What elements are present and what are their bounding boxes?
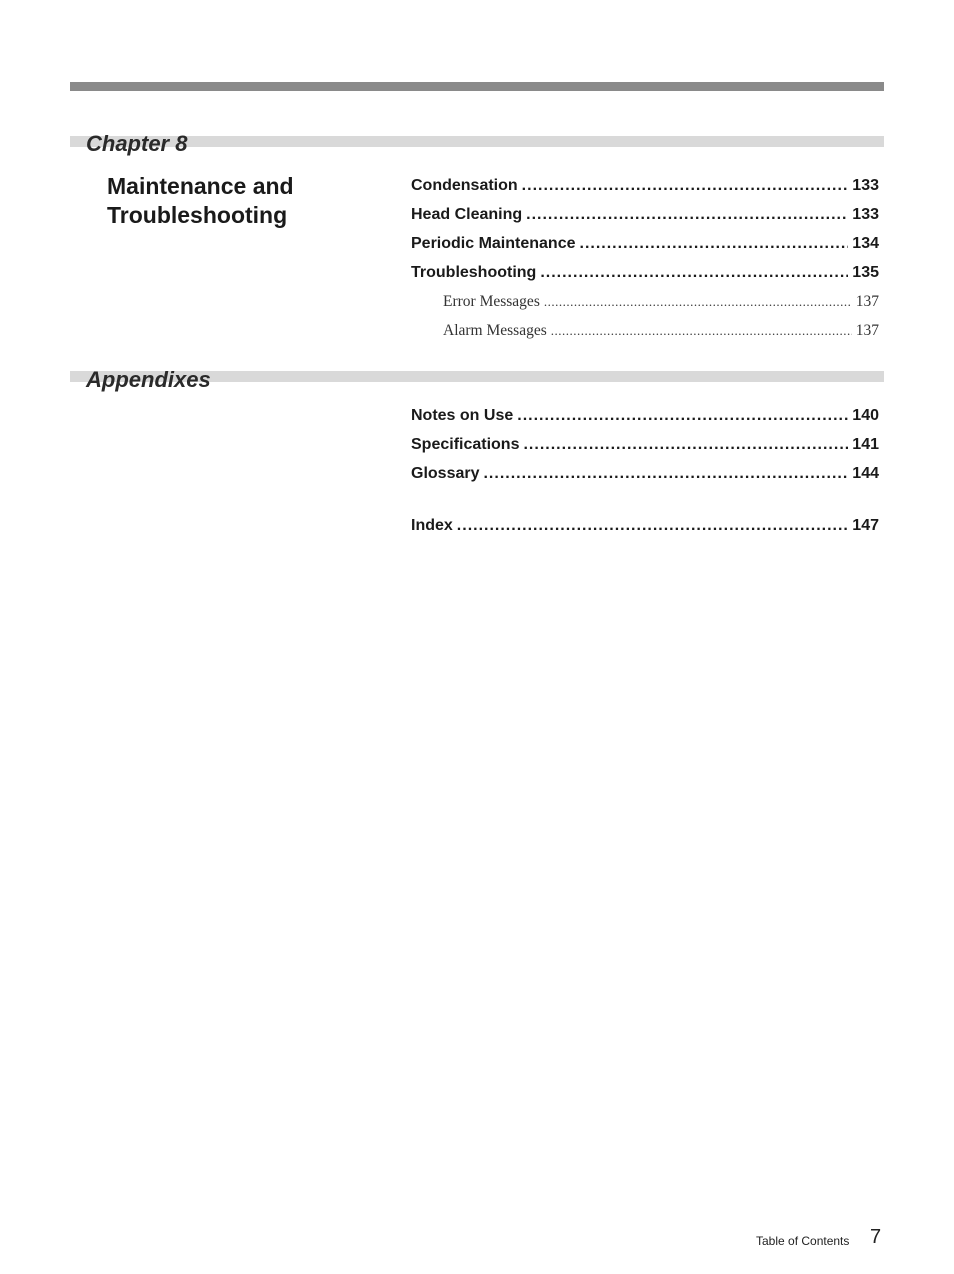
toc-entry-page: 140 (852, 407, 879, 424)
toc-entry-alarm-messages[interactable] (443, 316, 879, 345)
toc-entry-page: 133 (852, 206, 879, 223)
appendixes-toc-list (411, 401, 879, 488)
toc-entry-label: Alarm Messages (443, 322, 547, 339)
toc-entry-label: Condensation (411, 177, 518, 194)
top-rule (70, 82, 884, 91)
chapter8-toc-list (411, 171, 879, 345)
toc-entry-specifications[interactable] (411, 430, 879, 459)
appendixes-heading: Appendixes (86, 367, 211, 392)
toc-entry-label: Notes on Use (411, 407, 514, 424)
toc-entry-head-cleaning[interactable] (411, 200, 879, 229)
toc-entry-error-messages[interactable] (443, 287, 879, 316)
toc-entry-label: Head Cleaning (411, 206, 523, 223)
toc-entry-label: Index (411, 517, 453, 534)
toc-entry-page: 133 (852, 177, 879, 194)
chapter-title (107, 172, 367, 230)
toc-entry-label: Specifications (411, 436, 520, 453)
toc-leader-dots (522, 171, 849, 200)
chapter-title-line-2: Troubleshooting (107, 202, 288, 228)
toc-entry-condensation[interactable] (411, 171, 879, 200)
toc-leader-dots (544, 287, 852, 316)
toc-entry-label: Troubleshooting (411, 264, 537, 281)
toc-leader-dots (526, 200, 848, 229)
toc-entry-page: 144 (852, 465, 879, 482)
toc-leader-dots (551, 316, 852, 345)
toc-entry-periodic-maintenance[interactable] (411, 229, 879, 258)
toc-entry-page: 147 (852, 517, 879, 534)
chapter-heading: Chapter 8 (86, 131, 188, 156)
toc-entry-page: 137 (855, 322, 879, 339)
footer-section-label: Table of Contents (756, 1234, 850, 1248)
toc-entry-glossary[interactable] (411, 459, 879, 488)
footer-page-number: 7 (870, 1226, 882, 1248)
toc-entry-index[interactable] (411, 511, 879, 540)
toc-entry-page: 137 (855, 293, 879, 310)
chapter-title-line-1: Maintenance and (107, 173, 294, 199)
toc-entry-page: 134 (852, 235, 879, 252)
toc-leader-dots (517, 401, 848, 430)
toc-leader-dots (483, 459, 848, 488)
toc-leader-dots (540, 258, 848, 287)
toc-entry-label: Error Messages (443, 293, 540, 310)
toc-entry-label: Periodic Maintenance (411, 235, 576, 252)
toc-entry-page: 135 (852, 264, 879, 281)
toc-leader-dots (457, 511, 849, 540)
toc-entry-label: Glossary (411, 465, 480, 482)
toc-entry-troubleshooting[interactable] (411, 258, 879, 287)
index-toc-list (411, 511, 879, 540)
toc-entry-page: 141 (852, 436, 879, 453)
toc-entry-notes-on-use[interactable] (411, 401, 879, 430)
toc-leader-dots (523, 430, 848, 459)
toc-leader-dots (580, 229, 849, 258)
